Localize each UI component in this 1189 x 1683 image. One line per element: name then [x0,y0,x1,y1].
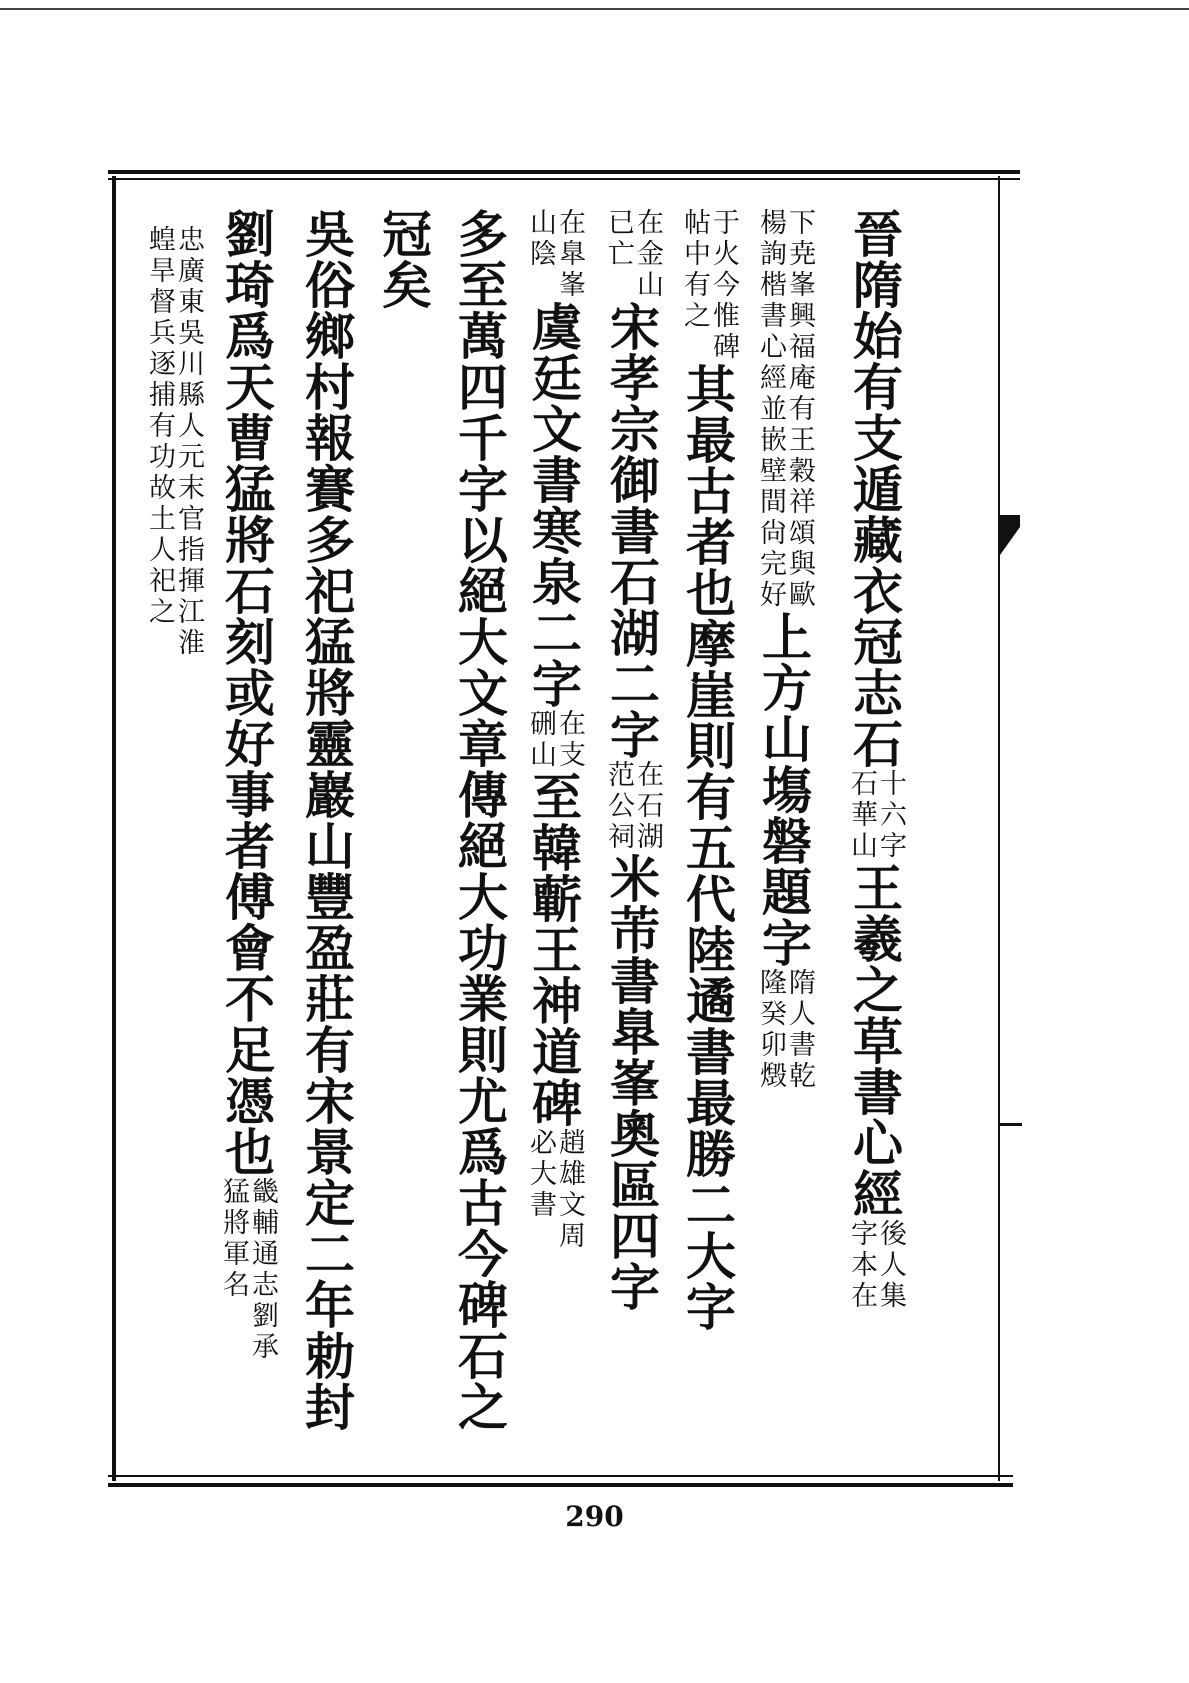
main-text: 上方山塲磐題字 [754,611,813,968]
frame-right-border [998,176,1000,1481]
interlinear-note: 下尭峯興福庵有王穀祥頌與歐 楊詢楷書心經並嵌壁間尙完好 [755,208,815,611]
text-column [600,208,662,1312]
text-column [372,208,434,310]
frame-bottom-border [108,1475,1013,1487]
interlinear-note: 趙雄文周 必大書 [525,1128,585,1252]
gutter-dash [1000,1123,1022,1126]
interlinear-note: 于火今惟碑 帖中有之 [679,208,739,363]
main-text: 宋孝宗御書石湖二字 [602,301,661,760]
main-text: 冠矣 [374,208,433,310]
main-text: 吳俗鄉村報賽多祀猛將靈巖山豐盈莊有宋景定二年勅封 [297,208,356,1432]
frame-left-border [112,176,116,1481]
text-column [215,208,277,1363]
main-text: 多至萬四千字以絕大文章傳絕大功業則尤爲古今碑石之 [450,208,509,1432]
frame-top-border [108,170,1020,180]
text-column [676,208,738,1332]
interlinear-note: 在支 硎山 [525,709,585,771]
interlinear-note: 隋人書乾 隆癸卯燬 [755,968,815,1092]
main-text: 至韓蘄王神道碑 [524,771,583,1128]
main-text: 劉琦爲天曹猛將石刻或好事者傅會不足憑也 [217,208,276,1177]
interlinear-note: 在臯峯 山陰 [525,208,585,301]
main-text: 其最古者也摩崖則有五代陸遹書最勝二大字 [678,363,737,1332]
fishtail-mark [1000,515,1020,555]
main-text: 王羲之草書心經 [845,862,904,1219]
interlinear-note: 在石湖 范公祠 [603,760,663,853]
interlinear-note: 後人集 字本在 [846,1219,906,1312]
interlinear-note: 十六字 石華山 [846,769,906,862]
text-column [448,208,510,1432]
text-column [295,208,357,1432]
main-text: 虞廷文書寒泉二字 [524,301,583,709]
top-rule [0,8,1189,10]
page-number: 290 [565,1500,624,1533]
interlinear-note: 在金山 已亡 [603,208,663,301]
text-column [843,208,905,1312]
main-text: 晉隋始有支遁藏衣冠志石 [845,208,904,769]
footnote-column: 忠廣東吳川縣人元末官指揮江淮 蝗旱督兵逐捕有功故土人祀之 [144,225,204,659]
main-text: 米芾書臯峯奧區四字 [602,853,661,1312]
interlinear-note: 畿輔通志劉承 猛將軍名 [218,1177,278,1363]
text-column [522,208,584,1252]
text-column [752,208,814,1092]
